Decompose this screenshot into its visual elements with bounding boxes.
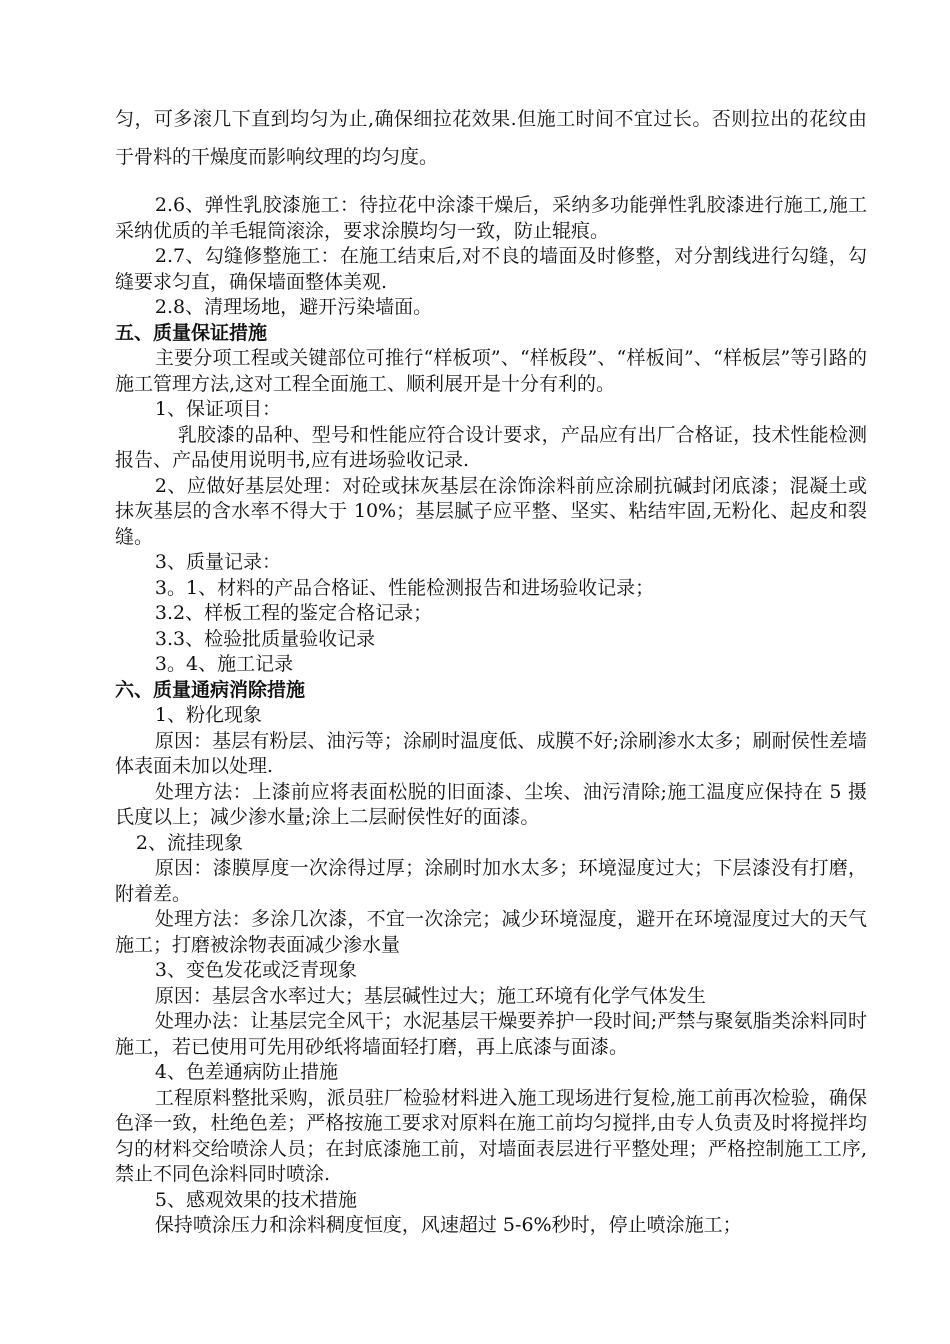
paragraph: 2.7、勾缝修整施工：在施工结束后,对不良的墙面及时修整，对分割线进行勾缝，勾缝要求匀直，确保墙面整体美观. — [115, 245, 867, 293]
paragraph: 处理方法：上漆前应将表面松脱的旧面漆、尘埃、油污清除;施工温度应保持在 5 摄氏度以上；减少渗水量;涂上二层耐侯性好的面漆。 — [115, 780, 867, 828]
paragraph: 1、粉化现象 — [154, 704, 262, 726]
paragraph: 主要分项工程或关键部位可推行“样板项”、“样板段”、“样板间”、“样板层”等引路的施工管理方法,这对工程全面施工、顺利展开是十分有利的。 — [115, 347, 867, 395]
paragraph: 处理办法：让基层完全风干；水泥基层干燥要养护一段时间;严禁与聚氨脂类涂料同时施工，若已使用可先用砂纸将墙面轻打磨，再上底漆与面漆。 — [115, 1010, 867, 1058]
paragraph: 原因：基层含水率过大；基层碱性过大；施工环境有化学气体发生 — [154, 984, 706, 1007]
section-heading: 六、质量通病消除措施 — [115, 678, 306, 701]
paragraph: 处理方法：多涂几次漆，不宜一次涂完；减少环境湿度，避开在环境湿度过大的天气施工；打磨被涂物表面减少渗水量 — [115, 908, 867, 956]
paragraph: 1、保证项目： — [154, 398, 281, 420]
paragraph: 2.6、弹性乳胶漆施工：待拉花中涂漆干燥后，采纳多功能弹性乳胶漆进行施工,施工采纳优质的羊毛辊筒滚涂，要求涂膜均匀一致，防止辊痕。 — [115, 194, 867, 242]
paragraph: 原因：漆膜厚度一次涂得过厚；涂刷时加水太多；环境湿度过大；下层漆没有打磨，附着差。 — [115, 857, 867, 905]
paragraph: 3、质量记录： — [154, 551, 281, 573]
paragraph: 工程原料整批采购，派员驻厂检验材料进入施工现场进行复检,施工前再次检验，确保色泽一致，杜绝色差；严格按施工要求对原料在施工前均匀搅拌,由专人负责及时将搅拌均匀的材料交给喷涂人员；在封底漆施工前，对墙面表层进行平整处理；严格控制施工工序,禁止不同色涂料同时喷涂. — [115, 1086, 867, 1185]
section-heading: 五、质量保证措施 — [115, 321, 268, 344]
paragraph: 3、变色发花或泛青现象 — [154, 959, 357, 981]
paragraph: 3.2、样板工程的鉴定合格记录； — [154, 602, 433, 624]
paragraph: 保持喷涂压力和涂料稠度恒度，风速超过 5-6%秒时，停止喷涂施工； — [154, 1214, 742, 1236]
document-body — [115, 100, 867, 1239]
paragraph: 原因：基层有粉层、油污等；涂刷时温度低、成膜不好;涂刷渗水太多；刷耐侯性差墙体表面未加以处理. — [115, 729, 867, 777]
paragraph: 3。1、材料的产品合格证、性能检测报告和进场验收记录； — [154, 576, 655, 599]
paragraph: 5、感观效果的技术措施 — [154, 1188, 357, 1211]
paragraph: 3.3、检验批质量验收记录 — [154, 627, 376, 650]
paragraph: 匀，可多滚几下直到均匀为止,确保细拉花效果.但施工时间不宜过长。否则拉出的花纹由于骨料的干燥度而影响纹理的均匀度。 — [115, 108, 867, 168]
paragraph: 乳胶漆的品种、型号和性能应符合设计要求，产品应有出厂合格证，技术性能检测报告、产品使用说明书,应有进场验收记录. — [115, 423, 867, 471]
paragraph: 4、色差通病防止措施 — [154, 1061, 338, 1083]
paragraph: 2、流挂现象 — [135, 831, 243, 854]
paragraph: 2、应做好基层处理：对砼或抹灰基层在涂饰涂料前应涂刷抗碱封闭底漆；混凝土或抹灰基层的含水率不得大于 10%；基层腻子应平整、坚实、粘结牢固,无粉化、起皮和裂缝。 — [115, 474, 867, 548]
paragraph: 3。4、施工记录 — [154, 653, 294, 675]
paragraph: 2.8、清理场地，避开污染墙面。 — [154, 296, 433, 318]
